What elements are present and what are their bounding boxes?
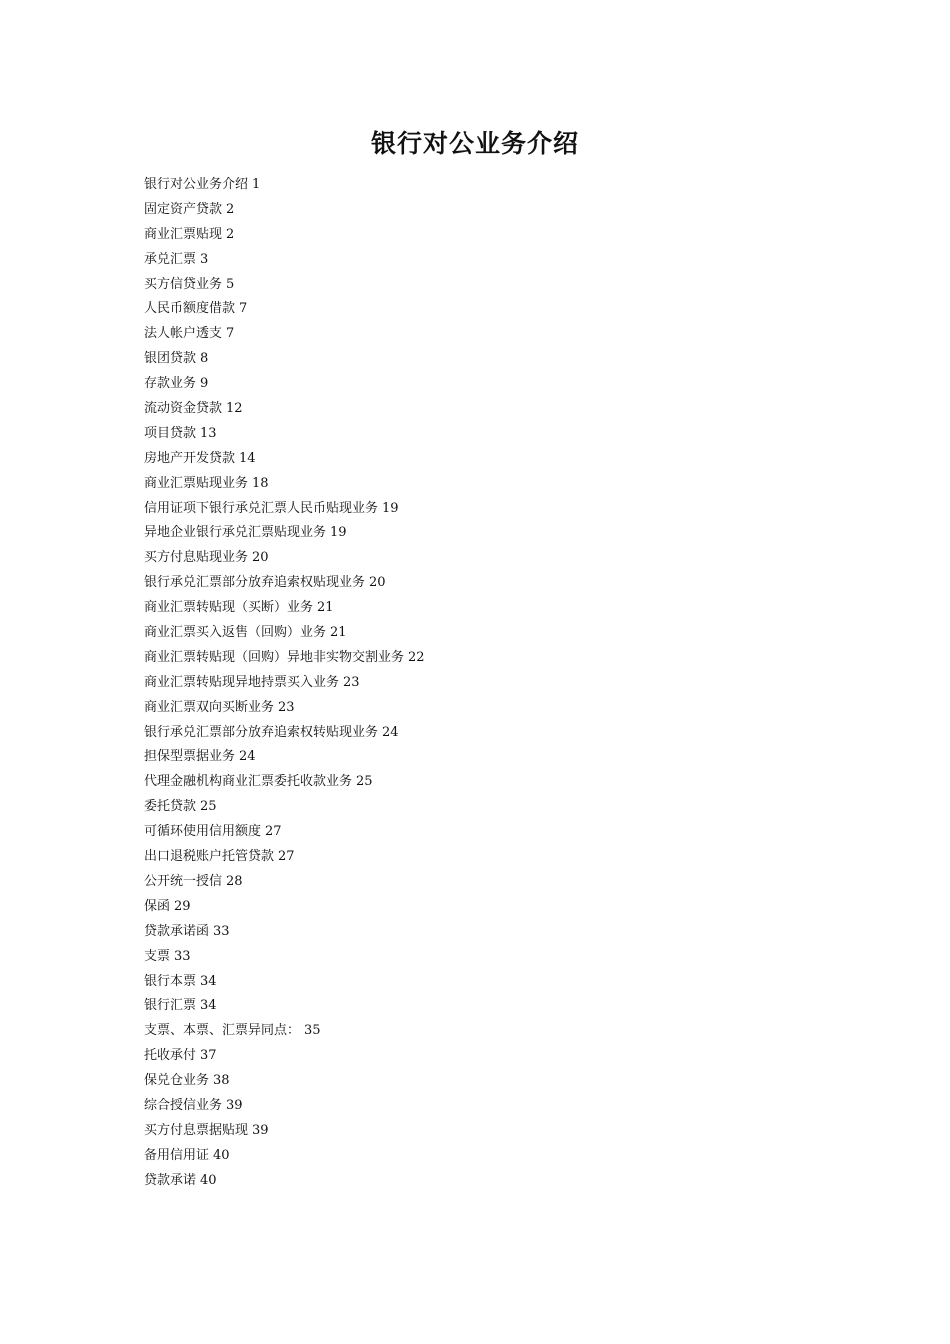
toc-entry-label: 出口退税账户托管贷款 bbox=[144, 849, 275, 865]
toc-entry[interactable] bbox=[144, 721, 425, 746]
toc-entry-page-number: 7 bbox=[239, 301, 248, 317]
toc-entry[interactable] bbox=[144, 1144, 425, 1169]
table-of-contents bbox=[144, 173, 425, 1194]
toc-entry-page-number: 33 bbox=[174, 948, 191, 964]
toc-entry[interactable] bbox=[144, 472, 425, 497]
toc-entry-label: 综合授信业务 bbox=[144, 1097, 223, 1113]
toc-entry-page-number: 24 bbox=[382, 724, 399, 740]
toc-entry-label: 委托贷款 bbox=[144, 799, 197, 815]
toc-entry-page-number: 29 bbox=[174, 898, 191, 914]
toc-entry[interactable] bbox=[144, 770, 425, 795]
toc-entry[interactable] bbox=[144, 1094, 425, 1119]
toc-entry-label: 银团贷款 bbox=[144, 351, 197, 367]
toc-entry-page-number: 5 bbox=[226, 276, 235, 292]
toc-entry-label: 存款业务 bbox=[144, 376, 197, 392]
toc-entry-page-number: 13 bbox=[200, 425, 217, 441]
toc-entry-page-number: 39 bbox=[226, 1097, 243, 1113]
toc-entry-label: 商业汇票转贴现（回购）异地非实物交割业务 bbox=[144, 649, 405, 665]
page-title: 银行对公业务介绍 bbox=[370, 129, 579, 158]
toc-entry-label: 商业汇票贴现业务 bbox=[144, 475, 249, 491]
toc-entry[interactable] bbox=[144, 198, 425, 223]
toc-entry[interactable] bbox=[144, 1169, 425, 1194]
toc-entry-label: 商业汇票转贴现异地持票买入业务 bbox=[144, 674, 340, 690]
toc-entry[interactable] bbox=[144, 745, 425, 770]
toc-entry-label: 买方信贷业务 bbox=[144, 276, 223, 292]
toc-entry[interactable] bbox=[144, 870, 425, 895]
toc-entry[interactable] bbox=[144, 596, 425, 621]
toc-entry[interactable] bbox=[144, 895, 425, 920]
toc-entry-label: 公开统一授信 bbox=[144, 873, 223, 889]
toc-entry-page-number: 40 bbox=[200, 1172, 217, 1188]
toc-entry-label: 贷款承诺 bbox=[144, 1172, 197, 1188]
toc-entry[interactable] bbox=[144, 273, 425, 298]
toc-entry[interactable] bbox=[144, 248, 425, 273]
toc-entry-label: 项目贷款 bbox=[144, 425, 197, 441]
toc-entry-label: 商业汇票双向买断业务 bbox=[144, 699, 275, 715]
toc-entry-page-number: 8 bbox=[200, 351, 209, 367]
toc-entry-page-number: 1 bbox=[252, 177, 261, 192]
toc-entry[interactable] bbox=[144, 422, 425, 447]
toc-entry-label: 担保型票据业务 bbox=[144, 749, 236, 765]
toc-entry-page-number: 25 bbox=[356, 774, 373, 790]
toc-entry[interactable] bbox=[144, 696, 425, 721]
toc-entry[interactable] bbox=[144, 546, 425, 571]
toc-entry-label: 保兑仓业务 bbox=[144, 1073, 210, 1089]
toc-entry-label: 可循环使用信用额度 bbox=[144, 824, 262, 840]
toc-entry[interactable] bbox=[144, 322, 425, 347]
toc-entry[interactable] bbox=[144, 571, 425, 596]
toc-entry-label: 信用证项下银行承兑汇票人民币贴现业务 bbox=[144, 500, 379, 516]
toc-entry-label: 承兑汇票 bbox=[144, 251, 197, 267]
toc-entry-page-number: 24 bbox=[239, 749, 256, 765]
toc-entry-label: 代理金融机构商业汇票委托收款业务 bbox=[144, 774, 353, 790]
toc-entry-page-number: 20 bbox=[369, 575, 386, 591]
toc-entry-page-number: 25 bbox=[200, 799, 217, 815]
toc-entry[interactable] bbox=[144, 845, 425, 870]
toc-entry-label: 人民币额度借款 bbox=[144, 301, 236, 317]
toc-entry-label: 保函 bbox=[144, 898, 171, 914]
toc-entry-label: 支票、本票、汇票异同点： bbox=[144, 1023, 301, 1039]
toc-entry-label: 异地企业银行承兑汇票贴现业务 bbox=[144, 525, 327, 541]
toc-entry-label: 支票 bbox=[144, 948, 171, 964]
toc-entry[interactable] bbox=[144, 621, 425, 646]
toc-entry-label: 托收承付 bbox=[144, 1048, 197, 1064]
toc-entry[interactable] bbox=[144, 646, 425, 671]
toc-entry-page-number: 18 bbox=[252, 475, 269, 491]
toc-entry[interactable] bbox=[144, 173, 425, 198]
toc-entry-page-number: 23 bbox=[278, 699, 295, 715]
toc-entry[interactable] bbox=[144, 372, 425, 397]
toc-entry-label: 房地产开发贷款 bbox=[144, 450, 236, 466]
toc-entry-label: 商业汇票贴现 bbox=[144, 226, 223, 242]
toc-entry[interactable] bbox=[144, 521, 425, 546]
toc-entry-page-number: 33 bbox=[213, 923, 230, 939]
toc-entry-page-number: 19 bbox=[330, 525, 347, 541]
toc-entry-page-number: 27 bbox=[265, 824, 282, 840]
toc-entry-page-number: 28 bbox=[226, 873, 243, 889]
toc-entry-page-number: 21 bbox=[317, 600, 334, 616]
toc-entry-page-number: 9 bbox=[200, 376, 209, 392]
toc-entry-page-number: 14 bbox=[239, 450, 256, 466]
toc-entry-page-number: 39 bbox=[252, 1122, 269, 1138]
toc-entry-label: 银行对公业务介绍 bbox=[144, 177, 249, 192]
toc-entry-page-number: 27 bbox=[278, 849, 295, 865]
toc-entry-page-number: 2 bbox=[226, 226, 235, 242]
toc-entry-label: 银行承兑汇票部分放弃追索权贴现业务 bbox=[144, 575, 366, 591]
toc-entry[interactable] bbox=[144, 223, 425, 248]
toc-entry[interactable] bbox=[144, 945, 425, 970]
toc-entry-label: 商业汇票买入返售（回购）业务 bbox=[144, 625, 327, 641]
toc-entry-label: 银行承兑汇票部分放弃追索权转贴现业务 bbox=[144, 724, 379, 740]
toc-entry-label: 银行本票 bbox=[144, 973, 197, 989]
toc-entry-label: 贷款承诺函 bbox=[144, 923, 210, 939]
toc-entry-page-number: 40 bbox=[213, 1147, 230, 1163]
toc-entry-page-number: 38 bbox=[213, 1073, 230, 1089]
toc-entry[interactable] bbox=[144, 820, 425, 845]
toc-entry-label: 流动资金贷款 bbox=[144, 401, 223, 417]
toc-entry-label: 买方付息贴现业务 bbox=[144, 550, 249, 566]
toc-entry-page-number: 12 bbox=[226, 401, 243, 417]
toc-entry-page-number: 22 bbox=[408, 649, 425, 665]
toc-entry-page-number: 20 bbox=[252, 550, 269, 566]
toc-entry[interactable] bbox=[144, 497, 425, 522]
toc-entry[interactable] bbox=[144, 1069, 425, 1094]
toc-entry[interactable] bbox=[144, 1044, 425, 1069]
toc-entry-page-number: 37 bbox=[200, 1048, 217, 1064]
toc-entry[interactable] bbox=[144, 994, 425, 1019]
toc-entry-page-number: 3 bbox=[200, 251, 209, 267]
toc-entry[interactable] bbox=[144, 795, 425, 820]
toc-entry-page-number: 2 bbox=[226, 201, 235, 217]
toc-entry-label: 商业汇票转贴现（买断）业务 bbox=[144, 600, 314, 616]
toc-entry-page-number: 19 bbox=[382, 500, 399, 516]
toc-entry-page-number: 21 bbox=[330, 625, 347, 641]
toc-entry-label: 固定资产贷款 bbox=[144, 201, 223, 217]
toc-entry-page-number: 23 bbox=[343, 674, 360, 690]
toc-entry[interactable] bbox=[144, 970, 425, 995]
toc-entry-page-number: 7 bbox=[226, 326, 235, 342]
toc-entry[interactable] bbox=[144, 671, 425, 696]
toc-entry[interactable] bbox=[144, 397, 425, 422]
toc-entry-label: 买方付息票据贴现 bbox=[144, 1122, 249, 1138]
toc-entry-label: 备用信用证 bbox=[144, 1147, 210, 1163]
toc-entry-page-number: 34 bbox=[200, 973, 217, 989]
toc-entry-label: 法人帐户透支 bbox=[144, 326, 223, 342]
toc-entry[interactable] bbox=[144, 920, 425, 945]
toc-entry[interactable] bbox=[144, 447, 425, 472]
toc-entry[interactable] bbox=[144, 1019, 425, 1044]
toc-entry[interactable] bbox=[144, 297, 425, 322]
toc-entry-label: 银行汇票 bbox=[144, 998, 197, 1014]
toc-entry-page-number: 35 bbox=[304, 1023, 321, 1039]
toc-entry[interactable] bbox=[144, 1119, 425, 1144]
toc-entry-page-number: 34 bbox=[200, 998, 217, 1014]
toc-entry[interactable] bbox=[144, 347, 425, 372]
